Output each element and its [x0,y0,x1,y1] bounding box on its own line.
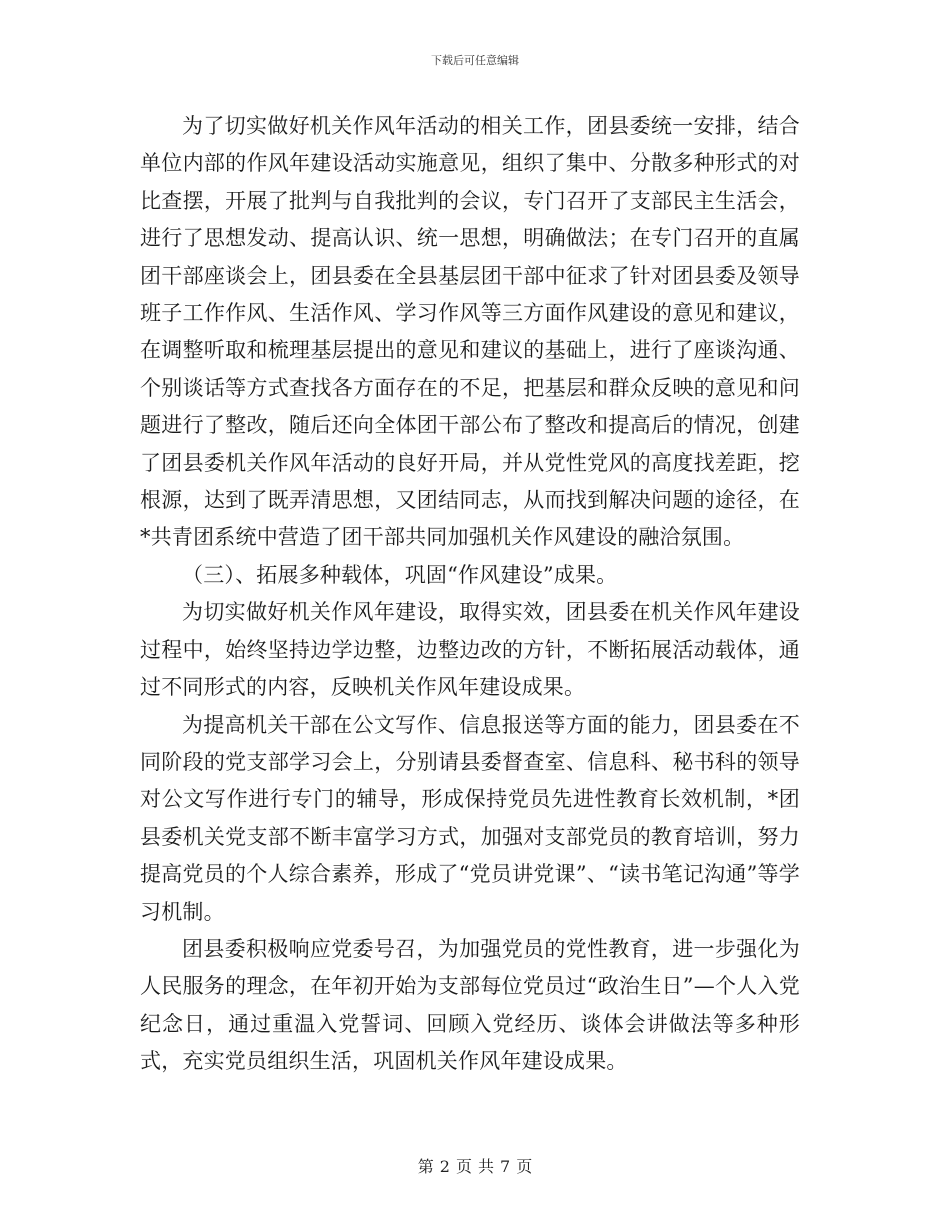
footer-total-unit: 页 [516,1157,533,1176]
paragraph-2: 为切实做好机关作风年建设，取得实效，团县委在机关作风年建设过程中，始终坚持边学边整，边整边改的方针，不断拓展活动载体，通过不同形式的内容，反映机关作风年建设成果。 [140,600,800,700]
section-heading: （三）、拓展多种载体，巩固“作风建设”成果。 [182,562,618,587]
total-page-number: 7 [500,1157,511,1176]
paragraph-3: 为提高机关干部在公文写作、信息报送等方面的能力，团县委在不同阶段的党支部学习会上，分别请县委督查室、信息科、秘书科的领导对公文写作进行专门的辅导，形成保持党员先进性教育长效机制，*团县委机关党支部不断丰富学习方式，加强对支部党员的教育培训，努力提高党员的个人综合素养，形成了“党员讲党课”、“读书笔记沟通”等学习机制。 [140,712,800,924]
document-body [140,108,800,1081]
page-footer [0,1154,950,1177]
paragraph-4: 团县委积极响应党委号召，为加强党员的党性教育，进一步强化为人民服务的理念，在年初开始为支部每位党员过“政治生日”—个人入党纪念日，通过重温入党誓词、回顾入党经历、谈体会讲做法等多种形式，充实党员组织生活，巩固机关作风年建设成果。 [140,936,800,1074]
page-header: 下载后可任意编辑 [431,54,519,67]
current-page-number: 2 [439,1157,450,1176]
footer-page-unit: 页 [455,1157,472,1176]
paragraph-1: 为了切实做好机关作风年活动的相关工作，团县委统一安排，结合单位内部的作风年建设活动实施意见，组织了集中、分散多种形式的对比查摆，开展了批判与自我批判的会议，专门召开了支部民主生活会，进行了思想发动、提高认识、统一思想，明确做法；在专门召开的直属团干部座谈会上，团县委在全县基层团干部中征求了针对团县委及领导班子工作作风、生活作风、学习作风等三方面作风建设的意见和建议，在调整听取和梳理基层提出的意见和建议的基础上，进行了座谈沟通、个别谈话等方式查找各方面存在的不足，把基层和群众反映的意见和问题进行了整改，随后还向全体团干部公布了整改和提高后的情况，创建了团县委机关作风年活动的良好开局，并从党性党风的高度找差距，挖根源，达到了既弄清思想，又团结同志，从而找到解决问题的途径，在*共青团系统中营造了团干部共同加强机关作风建设的融洽氛围。 [140,114,800,550]
footer-total-prefix: 共 [478,1157,495,1176]
footer-prefix: 第 [417,1157,434,1176]
